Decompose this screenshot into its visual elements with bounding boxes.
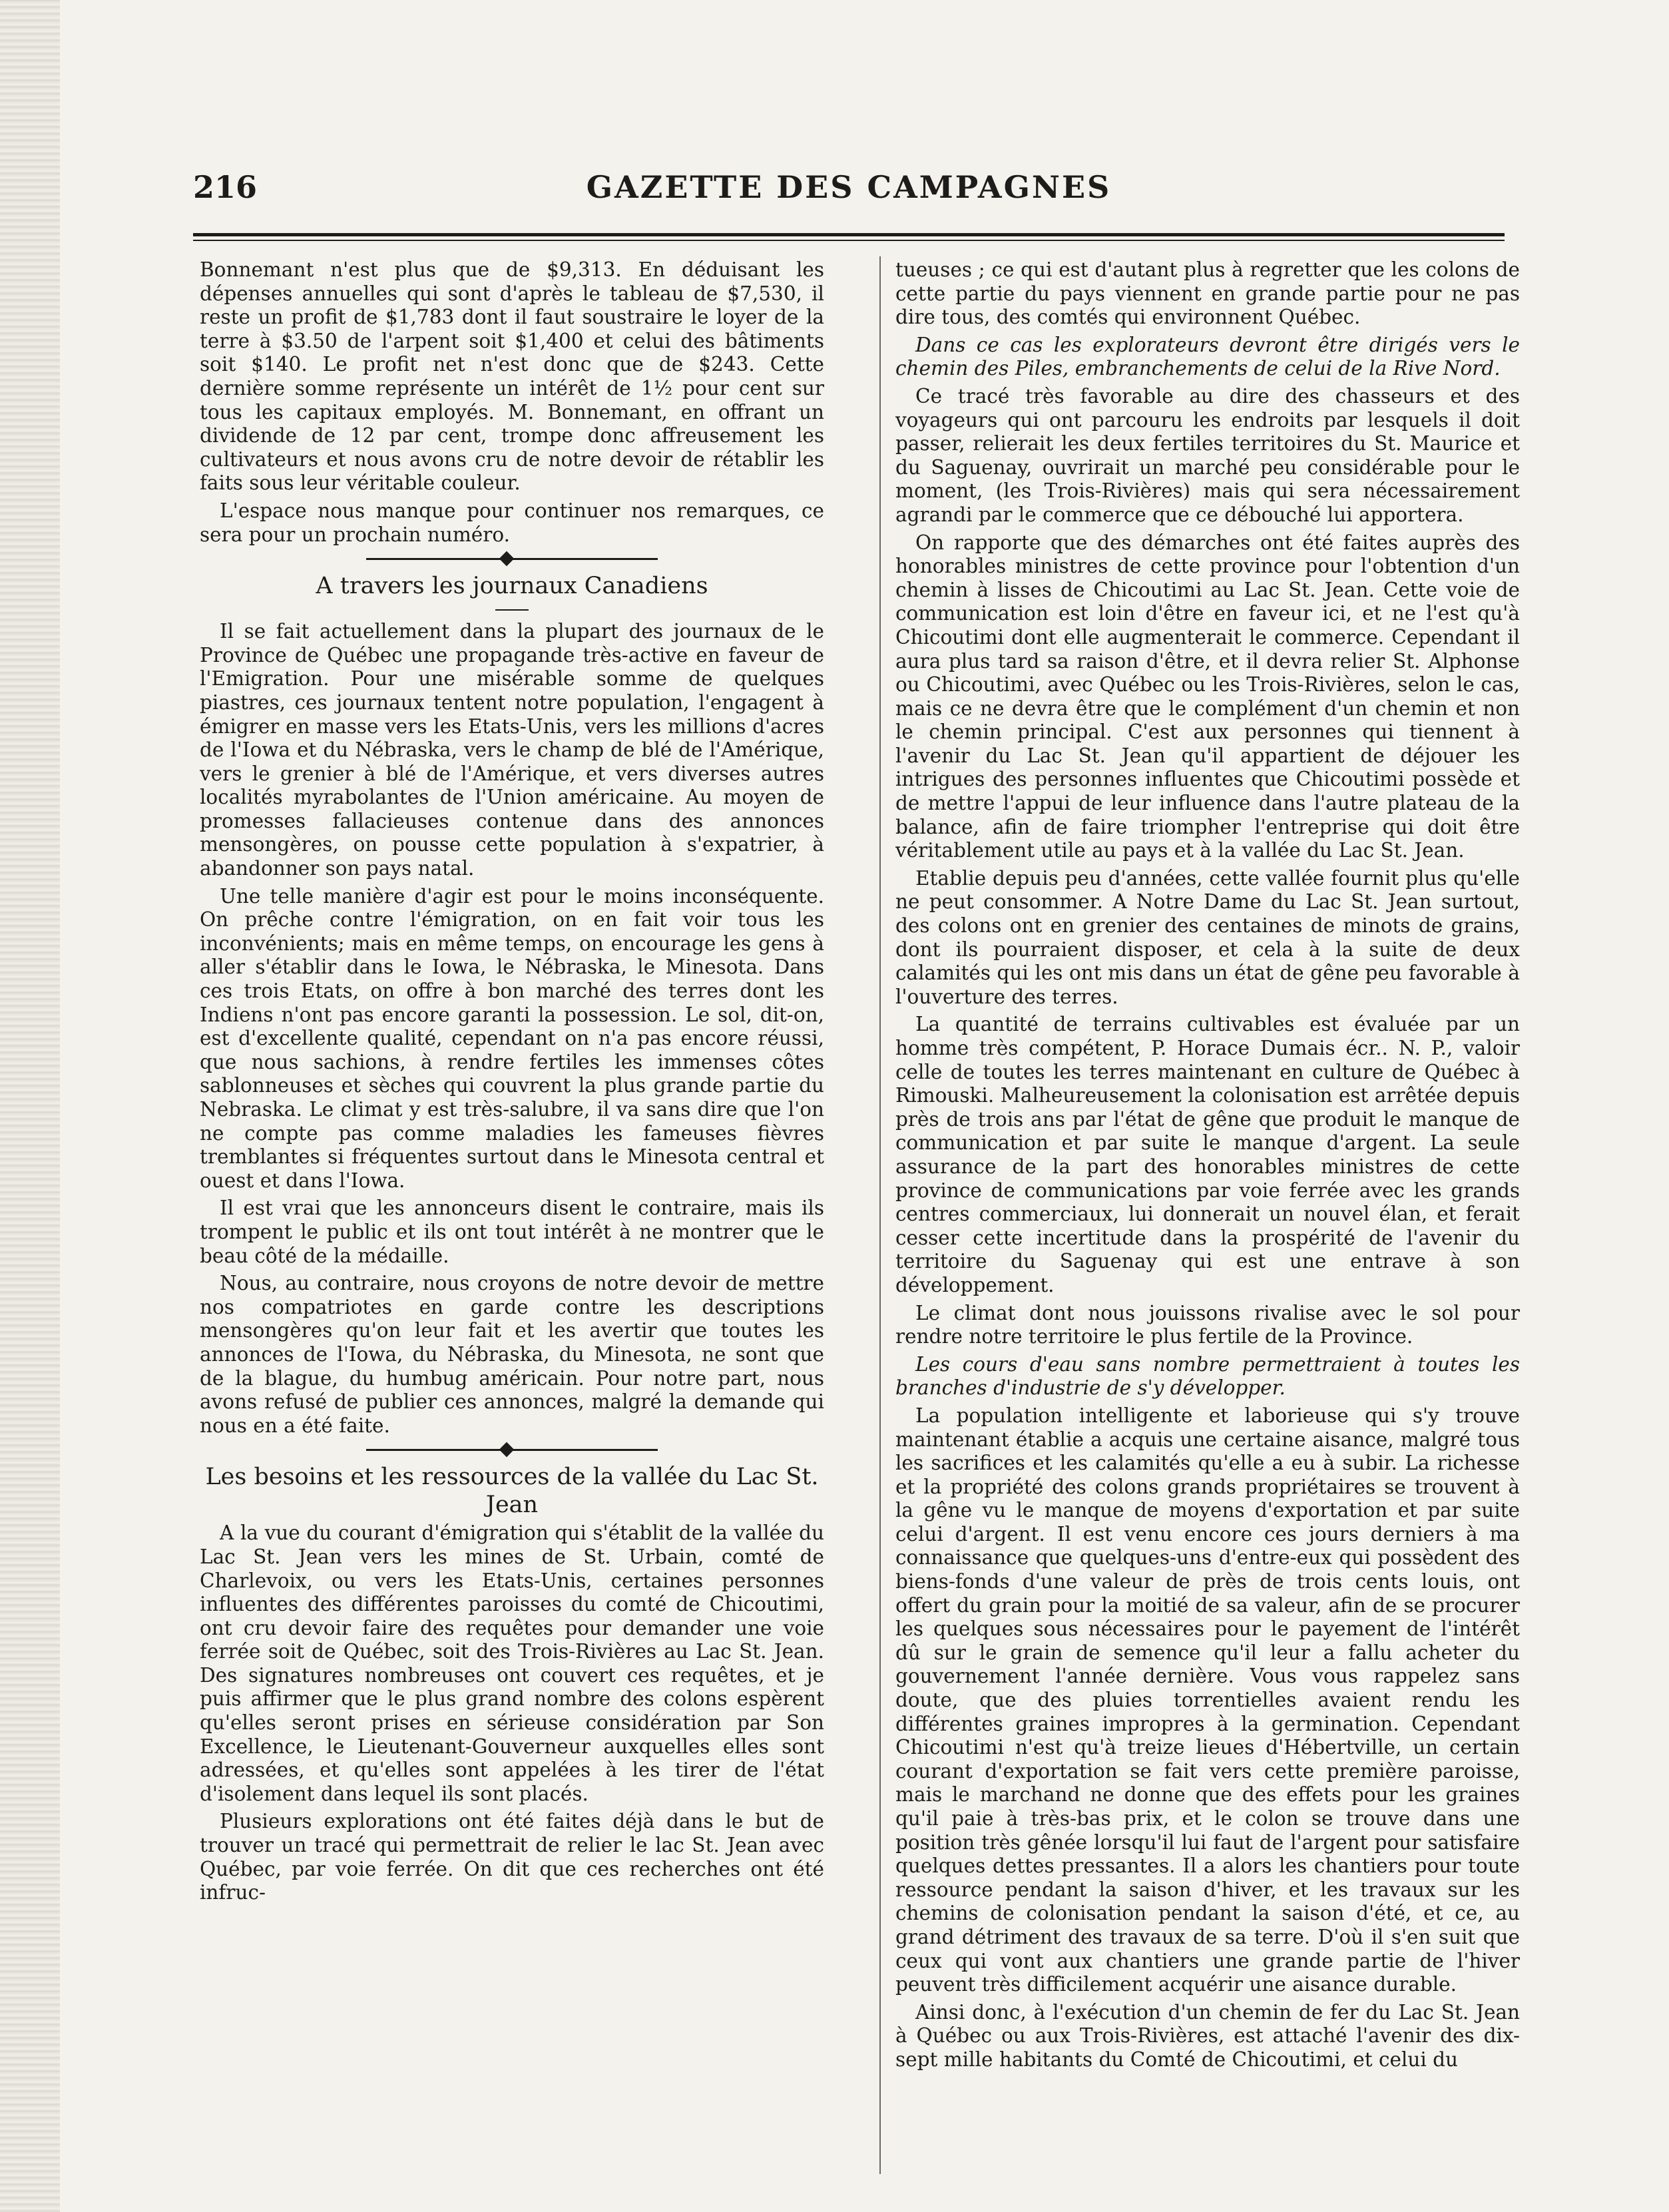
article-paragraph: Nous, au contraire, nous croyons de notre devoir de mettre nos compatriotes en garde contre les descriptions mensongères qu'on leur fait et les avertir que toutes les annonces de l'Iowa, du Nébraska, du Minesota, ne sont que de la blague, du humbug américain. Pour notre part, nous avons refusé de publier ces annonces, malgré la demande qui nous en a été faite. bbox=[200, 1272, 824, 1437]
article-paragraph: Etablie depuis peu d'années, cette vallée fournit plus qu'elle ne peut consommer. A Notre Dame du Lac St. Jean surtout, des colons ont en grenier des centaines de minots de grains, dont ils pourraient disposer, et cela à la suite de deux calamités qui les ont mis dans un état de gêne peu favorable à l'ouverture des terres. bbox=[895, 866, 1520, 1008]
right-column bbox=[895, 258, 1520, 2163]
header-rule bbox=[193, 233, 1505, 236]
article-paragraph: Dans ce cas les explorateurs devront être dirigés vers le chemin des Piles, embranchements de celui de la Rive Nord. bbox=[895, 333, 1520, 380]
section-heading: A travers les journaux Canadiens bbox=[316, 573, 708, 600]
running-title: GAZETTE DES CAMPAGNES bbox=[586, 169, 1112, 205]
article-paragraph: A la vue du courant d'émigration qui s'établit de la vallée du Lac St. Jean vers les mines de St. Urbain, comté de Charlevoix, ou vers les Etats-Unis, certaines personnes influentes des différentes paroisses du comté de Chicoutimi, ont cru devoir faire des requêtes pour demander une voie ferrée soit de Québec, soit des Trois-Rivières au Lac St. Jean. Des signatures nombreuses ont couvert ces requêtes, et je puis affirmer que le plus grand nombre des colons espèrent qu'elles seront prises en sérieuse considération par Son Excellence, le Lieutenant-Gouverneur auxquelles elles sont adressées, et qu'elles sont appelées à les tirer de l'état d'isolement dans lequel ils sont placés. bbox=[200, 1521, 824, 1805]
article-paragraph: La population intelligente et laborieuse qui s'y trouve maintenant établie a acquis une certaine aisance, malgré tous les sacrifices et les calamités qu'elle a eu à subir. La richesse et la propriété des colons grands propriétaires se trouvent à la gêne vu le manque de moyens d'exportation et par suite celui d'argent. Il est venu encore ces jours derniers à ma connaissance que quelques-uns d'entre-eux qui possèdent des biens-fonds d'une valeur de près de trois cents louis, ont offert du grain pour la moitié de sa valeur, afin de se procurer les quelques sous nécessaires pour le payement de l'intérêt dû sur le grain de semence qu'il leur a fallu acheter du gouvernement l'année dernière. Vous vous rappelez sans doute, que des pluies torrentielles avaient rendu les différentes graines impropres à la germination. Cependant Chicoutimi n'est qu'à treize lieues d'Hébertville, un certain courant d'exportation se fait vers cette première paroisse, mais le marchand ne donne que des effets pour les graines qu'il paie à très-bas prix, et le colon se trouve dans une position très gênée lorsqu'il lui faut de l'argent pour satisfaire quelques dettes pressantes. Il a alors les chantiers pour toute ressource pendant la saison d'hiver, et les travaux sur les chemins de colonisation pendant la saison d'été, et ce, au grand détriment des travaux de sa terre. D'où il s'en suit que ceux qui vont aux chantiers une grande partie de l'hiver peuvent très difficilement acquérir une aisance durable. bbox=[895, 1404, 1520, 1996]
article-paragraph: Il se fait actuellement dans la plupart des journaux de le Province de Québec une propagande très-active en faveur de l'Emigration. Pour une misérable somme de quelques piastres, ces journaux tentent notre population, l'engagent à émigrer en masse vers les Etats-Unis, vers les millions d'acres de l'Iowa et du Nébraska, vers le champ de blé de l'Amérique, vers le grenier à blé de l'Amérique, et vers diverses autres localités myrabolantes de l'Union américaine. Au moyen de promesses fallacieuses contenue dans des annonces mensongères, on pousse cette population à s'expatrier, à abandonner son pays natal. bbox=[200, 620, 824, 880]
article-paragraph: Il est vrai que les annonceurs disent le contraire, mais ils trompent le public et ils ont tout intérêt à ne montrer que le beau côté de la médaille. bbox=[200, 1197, 824, 1267]
page-header bbox=[193, 169, 1505, 206]
article-paragraph: Bonnemant n'est plus que de $9,313. En déduisant les dépenses annuelles qui sont d'après le tableau de $7,530, il reste un profit de $1,783 dont il faut soustraire le loyer de la terre à $3.50 de l'arpent soit $1,400 et celui des bâtiments soit $140. Le profit net n'est donc que de $243. Cette dernière somme représente un intérêt de 1½ pour cent sur tous les capitaux employés. M. Bonnemant, en offrant un dividende de 12 par cent, trompe donc affreusement les cultivateurs et nous avons cru de notre devoir de rétablir les faits sous leur véritable couleur. bbox=[200, 258, 824, 495]
left-column bbox=[200, 258, 824, 2163]
article-paragraph: tueuses ; ce qui est d'autant plus à regretter que les colons de cette partie du pays viennent en grande partie pour ne pas dire tous, des comtés qui environnent Québec. bbox=[895, 258, 1520, 329]
article-paragraph: La quantité de terrains cultivables est évaluée par un homme très compétent, P. Horace Dumais écr.. N. P., valoir celle de toutes les terres maintenant en culture de Québec à Rimouski. Malheureusement la colonisation est arrêtée depuis près de trois ans par l'état de gêne que produit le manque de communication et par suite le manque d'argent. La seule assurance de la part des honorables ministres de cette province de communications par voie ferrée avec les grands centres commerciaux, lui donnerait un nouvel élan, et ferait cesser cette incertitude dans la prospérité de l'avenir du territoire du Saguenay qui est une entrave à son développement. bbox=[895, 1013, 1520, 1296]
page-number: 216 bbox=[193, 169, 258, 205]
binding-edge bbox=[0, 0, 60, 2212]
article-paragraph: Le climat dont nous jouissons rivalise avec le sol pour rendre notre territoire le plus fertile de la Province. bbox=[895, 1301, 1520, 1348]
article-paragraph: Une telle manière d'agir est pour le moins inconséquente. On prêche contre l'émigration, on en fait voir tous les inconvénients; mais en même temps, on encourage les gens à aller s'établir dans le Iowa, le Nébraska, le Minesota. Dans ces trois Etats, on offre à bon marché des terres dont les Indiens n'ont pas encore garanti la possession. Le sol, dit-on, est d'excellente qualité, cependant on n'a pas encore réussi, que nous sachions, à rendre fertiles les immenses côtes sablonneuses et sèches qui couvrent la plus grande partie du Nebraska. Le climat y est très-salubre, il va sans dire que l'on ne compte pas comme maladies les fameuses fièvres tremblantes si fréquentes surtout dans le Minesota central et ouest et dans l'Iowa. bbox=[200, 884, 824, 1192]
article-paragraph: Les cours d'eau sans nombre permettraient à toutes les branches d'industrie de s'y développer. bbox=[895, 1352, 1520, 1400]
article-paragraph: Ainsi donc, à l'exécution d'un chemin de fer du Lac St. Jean à Québec ou aux Trois-Rivières, est attaché l'avenir des dix-sept mille habitants du Comté de Chicoutimi, et celui du bbox=[895, 2000, 1520, 2071]
section-ornament bbox=[200, 1443, 824, 1456]
heading-dash bbox=[200, 603, 824, 616]
article-paragraph: L'espace nous manque pour continuer nos remarques, ce sera pour un prochain numéro. bbox=[200, 499, 824, 546]
article-paragraph: Plusieurs explorations ont été faites déjà dans le but de trouver un tracé qui permettrait de relier le lac St. Jean avec Québec, par voie ferrée. On dit que ces recherches ont été infruc- bbox=[200, 1810, 824, 1904]
section-heading: Les besoins et les ressources de la vallée du Lac St. Jean bbox=[205, 1464, 819, 1519]
column-divider bbox=[879, 256, 881, 2174]
article-paragraph: On rapporte que des démarches ont été faites auprès des honorables ministres de cette province pour l'obtention d'un chemin à lisses de Chicoutimi au Lac St. Jean. Cette voie de communication est loin d'être en faveur ici, et ne l'est qu'à Chicoutimi dont elle augmenterait le commerce. Cependant il aura plus tard sa raison d'être, et il devra relier St. Alphonse ou Chicoutimi, avec Québec ou les Trois-Rivières, selon le cas, mais ce ne devra être que le complément d'un chemin et non le chemin principal. C'est aux personnes qui tiennent à l'avenir du Lac St. Jean qu'il appartient de déjouer les intrigues des personnes influentes que Chicoutimi possède et de mettre l'appui de leur influence dans l'autre plateau de la balance, afin de faire triompher l'entreprise qui doit être véritablement utile au pays et à la vallée du Lac St. Jean. bbox=[895, 531, 1520, 862]
header-rule-thin bbox=[193, 240, 1505, 241]
section-ornament bbox=[200, 552, 824, 565]
article-paragraph: Ce tracé très favorable au dire des chasseurs et des voyageurs qui ont parcouru les endroits par lesquels il doit passer, relierait les deux fertiles territoires du St. Maurice et du Saguenay, ouvrirait un marché peu considérable pour le moment, (les Trois-Rivières) mais qui sera nécessairement agrandi par le commerce que ce débouché lui apportera. bbox=[895, 384, 1520, 526]
